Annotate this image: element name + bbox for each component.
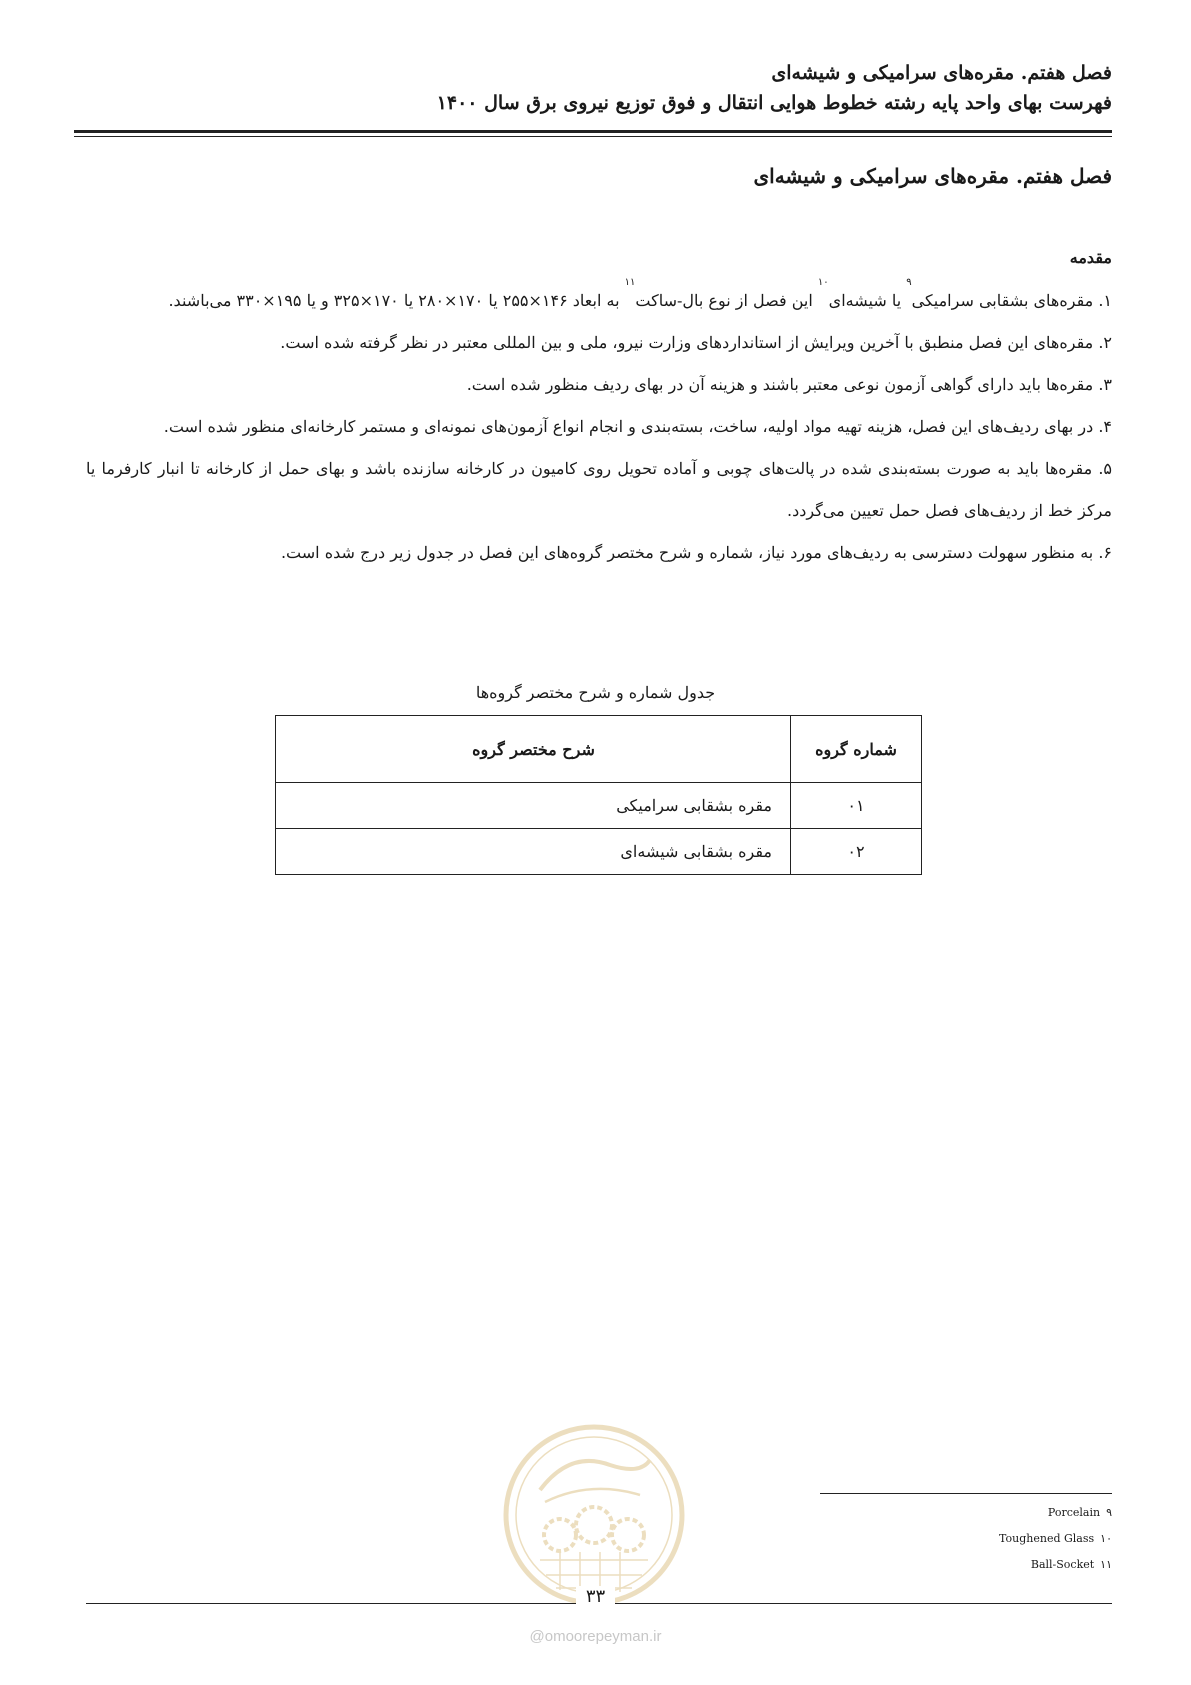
intro-item-1 bbox=[86, 277, 1112, 322]
footnote-item bbox=[820, 1526, 1112, 1552]
intro-item-1-part-a: ۱. مقره‌های بشقابی سرامیکی bbox=[911, 291, 1112, 310]
header-chapter-title: فصل هفتم. مقره‌های سرامیکی و شیشه‌ای bbox=[771, 62, 1112, 84]
intro-item-1-part-b: یا شیشه‌ای bbox=[828, 291, 907, 310]
page-header bbox=[74, 58, 1112, 118]
footnote-ref-10: ۱۰ bbox=[817, 277, 829, 288]
footnote-number: ۹ bbox=[1106, 1506, 1112, 1519]
header-divider-thick bbox=[74, 130, 1112, 133]
table-header-row bbox=[276, 716, 922, 783]
footnotes bbox=[820, 1500, 1112, 1578]
column-header-group-number: شماره گروه bbox=[791, 716, 922, 783]
group-number-cell: ۰۱ bbox=[791, 783, 922, 829]
intro-item-5: ۵. مقره‌ها باید به صورت بسته‌بندی شده در پالت‌های چوبی و آماده تحویل روی کامیون در کارخانه سازنده باشد و بهای حمل از کارخانه تا انبار کارفرما یا مرکز خط از ردیف‌های فصل حمل تعیین می‌گردد. bbox=[86, 459, 1112, 520]
footnote-divider bbox=[820, 1493, 1112, 1494]
watermark-logo-icon bbox=[500, 1420, 688, 1610]
footnote-ref-11: ۱۱ bbox=[624, 277, 636, 288]
chapter-title: فصل هفتم. مقره‌های سرامیکی و شیشه‌ای bbox=[753, 164, 1112, 188]
group-description-cell: مقره بشقابی شیشه‌ای bbox=[276, 829, 791, 875]
intro-heading: مقدمه bbox=[1069, 248, 1112, 267]
group-number-cell: ۰۲ bbox=[791, 829, 922, 875]
footnote-text: Ball-Socket bbox=[1030, 1558, 1095, 1571]
footnote-text: Toughened Glass bbox=[999, 1532, 1095, 1545]
group-table bbox=[275, 715, 922, 875]
intro-item-1-part-c: این فصل از نوع بال-ساکت bbox=[635, 291, 818, 310]
watermark-url: @omoorepeyman.ir bbox=[529, 1628, 662, 1645]
page-number: ۳۳ bbox=[576, 1586, 615, 1607]
group-description-cell: مقره بشقابی سرامیکی bbox=[276, 783, 791, 829]
table-caption: جدول شماره و شرح مختصر گروه‌ها bbox=[475, 683, 716, 702]
intro-item-3: ۳. مقره‌ها باید دارای گواهی آزمون نوعی معتبر باشند و هزینه آن در بهای ردیف منظور شده است. bbox=[466, 375, 1112, 394]
footnote-item bbox=[820, 1500, 1112, 1526]
intro-body bbox=[86, 277, 1112, 574]
intro-item-1-part-d: به ابعاد ۱۴۶×۲۵۵ یا ۱۷۰×۲۸۰ یا ۱۷۰×۳۲۵ و یا ۱۹۵×۳۳۰ می‌باشند. bbox=[168, 291, 625, 310]
header-document-title: فهرست بهای واحد پایه رشته خطوط هوایی انتقال و فوق توزیع نیروی برق سال ۱۴۰۰ bbox=[436, 92, 1112, 114]
footnote-number: ۱۰ bbox=[1100, 1532, 1112, 1545]
footnote-item bbox=[820, 1552, 1112, 1578]
column-header-group-description: شرح مختصر گروه bbox=[276, 716, 791, 783]
table-row bbox=[276, 783, 922, 829]
intro-item-2: ۲. مقره‌های این فصل منطبق با آخرین ویرایش از استانداردهای وزارت نیرو، ملی و بین المللی معتبر در نظر گرفته شده است. bbox=[280, 333, 1112, 352]
intro-item-4: ۴. در بهای ردیف‌های این فصل، هزینه تهیه مواد اولیه، ساخت، بسته‌بندی و انجام انواع آزمون‌های نمونه‌ای و مستمر کارخانه‌ای منظور شده است. bbox=[163, 417, 1112, 436]
intro-item-6: ۶. به منظور سهولت دسترسی به ردیف‌های مورد نیاز، شماره و شرح مختصر گروه‌های این فصل در جدول زیر درج شده است. bbox=[280, 543, 1112, 562]
footnote-text: Porcelain bbox=[1047, 1506, 1101, 1519]
footnote-ref-9: ۹ bbox=[906, 277, 912, 288]
table-row bbox=[276, 829, 922, 875]
page-number-container bbox=[0, 1586, 1191, 1607]
footnote-number: ۱۱ bbox=[1100, 1558, 1112, 1571]
header-divider-thin bbox=[74, 136, 1112, 137]
